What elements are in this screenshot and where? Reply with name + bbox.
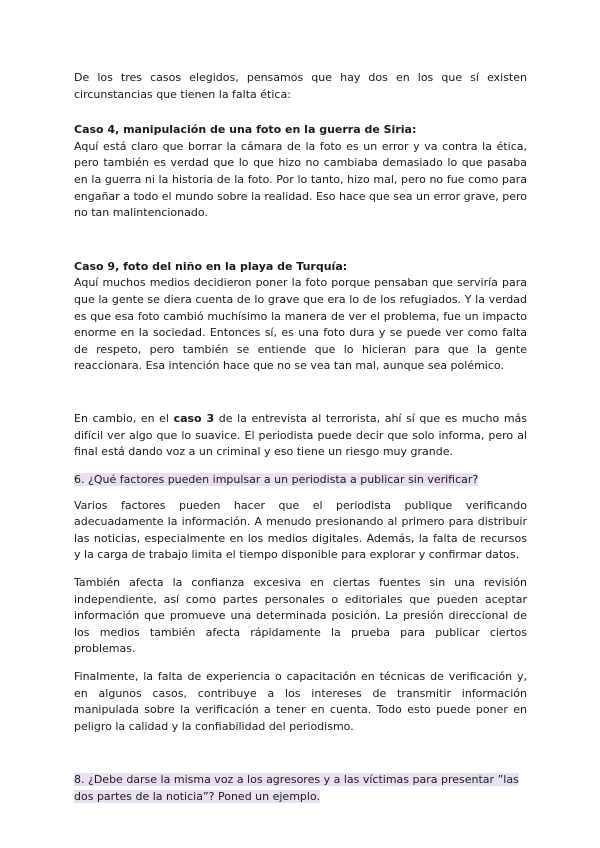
- q6-paragraph-3: Finalmente, la falta de experiencia o capacitación en técnicas de verificación y, en algunos casos, contribuye a los intereses de transmitir información manipulada sobre la verificación a tener en cuenta. Todo esto puede poner en peligro la calidad y la confiabilidad del periodismo.: [74, 670, 527, 733]
- case-3-paragraph: [74, 411, 527, 461]
- case-3-text-before: En cambio, en el: [74, 411, 174, 425]
- question-8-heading: [74, 771, 527, 805]
- question-8-text: 8. ¿Debe darse la misma voz a los agresores y a las víctimas para presentar ”las dos partes de la noticia”? Poned un ejemplo.: [74, 773, 519, 804]
- intro-paragraph: De los tres casos elegidos, pensamos que hay dos en los que sí existen circunstancias que tienen la falta ética:: [74, 71, 527, 101]
- case-4-title: Caso 4, manipulación de una foto en la guerra de Siria:: [74, 123, 417, 137]
- q6-paragraph-1: Varios factores pueden hacer que el periodista publique verificando adecuadamente la información. A menudo presionando al primero para distribuir las noticias, especialmente en los medios digitales. Además, la falta de recursos y la carga de trabajo limita el tiempo disponible para explorar y confirmar datos.: [74, 498, 527, 562]
- case-4-body: Aquí está claro que borrar la cámara de la foto es un error y va contra la ética, pero también es verdad que lo que hizo no cambiaba demasiado lo que pasaba en la guerra ni la historia de la foto. Por lo tanto, hizo mal, pero no fue como para engañar a todo el mundo sobre la realidad. Eso hace que sea un error grave, pero no tan malintencionado.: [74, 139, 527, 220]
- case-3-text-after: de la entrevista al terrorista, ahí sí que es mucho más difícil ver algo que lo suavice. El periodista puede decir que solo informa, pero al final está dando voz a un criminal y eso tiene un riesgo muy grande.: [74, 411, 528, 459]
- case-9-title: Caso 9, foto del niño en la playa de Turquía:: [74, 259, 348, 273]
- case-9-body: Aquí muchos medios decidieron poner la foto porque pensaban que serviría para que la gente se diera cuenta de lo grave que era lo de los refugiados. Y la verdad es que esa foto cambió muchísimo la manera de ver el problema, fue un impacto enorme en la sociedad. Entonces sí, es una foto dura y se puede ver como falta de respeto, pero también se entiende que lo hicieran para que la gente reaccionara. Esa intención hace que no se vea tan mal, aunque sea polémico.: [74, 276, 527, 373]
- question-6-heading: [74, 471, 527, 488]
- case-3-bold: caso 3: [173, 411, 215, 425]
- question-6-text: 6. ¿Qué factores pueden impulsar a un periodista a publicar sin verificar?: [74, 472, 479, 486]
- q6-paragraph-2: También afecta la confianza excesiva en ciertas fuentes sin una revisión independiente, así como partes personales o editoriales que pueden aceptar información que promueve una determinada posición. La presión direccional de los medios también afecta rápidamente la prueba para publicar ciertos problemas.: [74, 576, 527, 656]
